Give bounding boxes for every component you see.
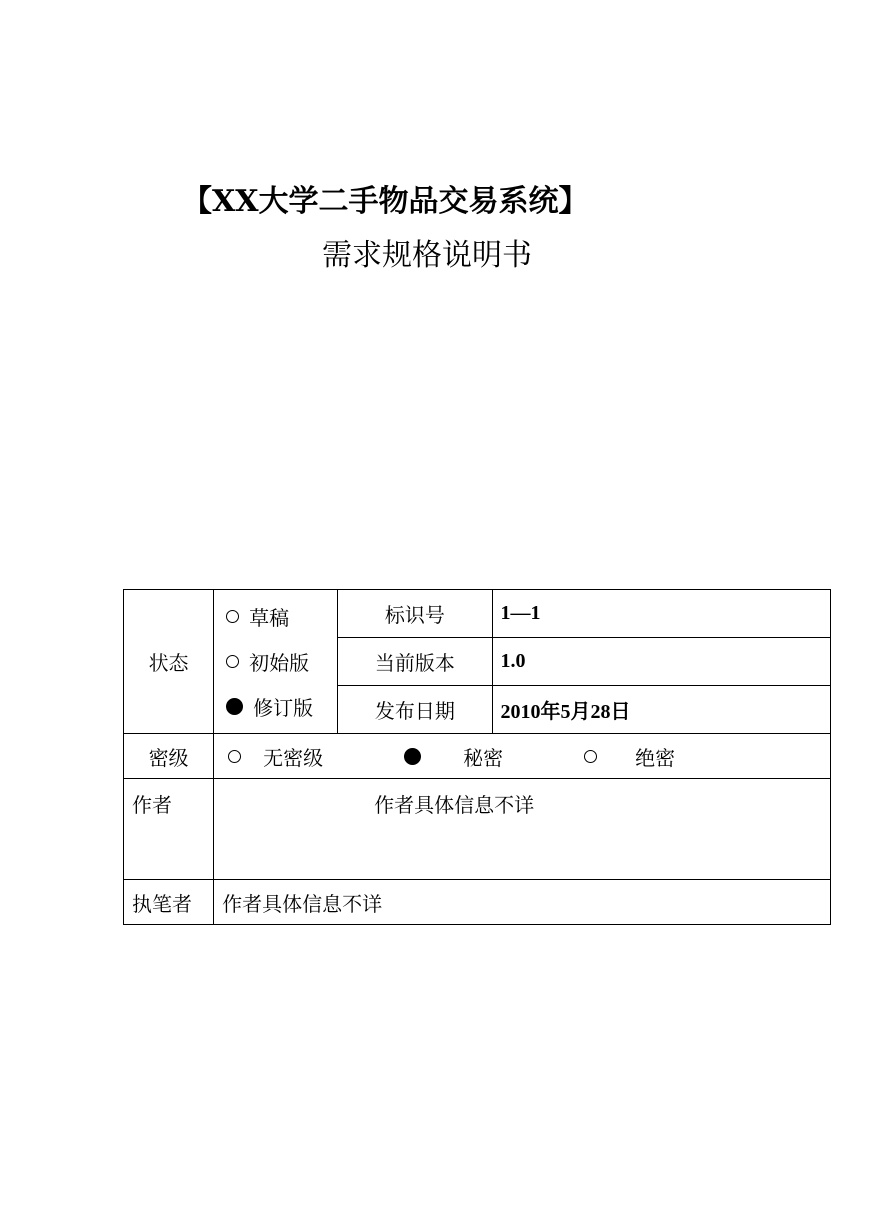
- version-label: 当前版本: [338, 638, 492, 686]
- document-info-table: [123, 589, 831, 925]
- author-value: 作者具体信息不详: [214, 779, 831, 880]
- secret-option-label: 无密级: [263, 745, 324, 770]
- id-label: 标识号: [338, 590, 492, 638]
- status-option-label: 修订版: [253, 696, 314, 720]
- secret-option-label: 绝密: [635, 745, 676, 770]
- author-label: 作者: [124, 779, 214, 880]
- writer-label: 执笔者: [124, 880, 214, 925]
- radio-empty-icon: [226, 610, 239, 623]
- document-subtitle: 需求规格说明书: [322, 238, 532, 273]
- version-value: 1.0: [492, 638, 831, 686]
- secret-option-none[interactable]: [228, 742, 404, 771]
- secret-option-secret[interactable]: [404, 742, 584, 771]
- date-value: 2010年5月28日: [492, 686, 831, 734]
- status-option-label: 草稿: [249, 606, 290, 630]
- secret-option-top-secret[interactable]: [584, 742, 675, 771]
- secret-option-label: 秘密: [463, 745, 504, 770]
- secret-options: [214, 734, 831, 779]
- radio-empty-icon: [584, 750, 597, 763]
- writer-value: 作者具体信息不详: [214, 880, 831, 925]
- id-value: 1—1: [492, 590, 831, 638]
- radio-empty-icon: [228, 750, 241, 763]
- secret-label: 密级: [124, 734, 214, 779]
- status-label: 状态: [124, 590, 214, 734]
- status-options: [214, 590, 338, 734]
- status-option-revised[interactable]: [226, 684, 337, 729]
- status-option-label: 初始版: [249, 651, 310, 675]
- radio-empty-icon: [226, 655, 239, 668]
- date-label: 发布日期: [338, 686, 492, 734]
- status-option-draft[interactable]: [226, 594, 337, 639]
- radio-filled-icon: [226, 698, 243, 715]
- radio-filled-icon: [404, 748, 421, 765]
- document-title: 【XX大学二手物品交易系统】: [182, 184, 589, 219]
- status-option-initial[interactable]: [226, 639, 337, 684]
